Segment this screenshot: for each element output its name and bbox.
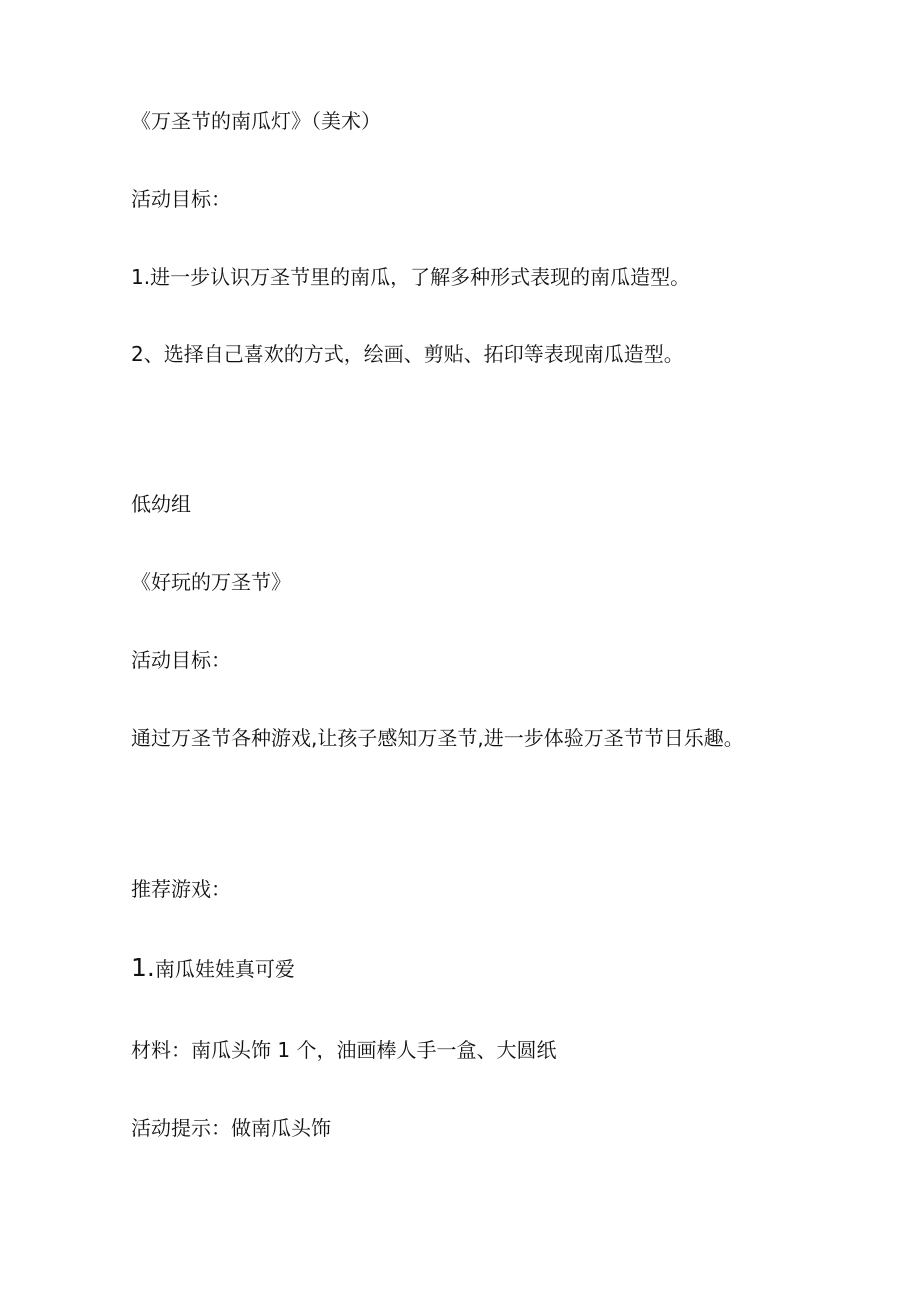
goal-item-2: 2、选择自己喜欢的方式，绘画、剪贴、拓印等表现南瓜造型。: [131, 342, 684, 366]
group-heading: 低幼组: [131, 492, 191, 516]
game-number: 1.: [131, 953, 155, 982]
activity-title-art: 《万圣节的南瓜灯》（美术）: [131, 109, 381, 133]
activity-tip-line: 活动提示：做南瓜头饰: [131, 1116, 331, 1140]
activity-goal-heading: 活动目标：: [131, 187, 231, 211]
goal-text: 通过万圣节各种游戏,让孩子感知万圣节,进一步体验万圣节节日乐趣。: [131, 726, 744, 750]
recommended-games-heading: 推荐游戏：: [131, 877, 231, 901]
materials-line: 材料：南瓜头饰 1 个，油画棒人手一盒、大圆纸: [131, 1038, 557, 1062]
game-title: 南瓜娃娃真可爱: [154, 957, 295, 981]
activity-goal-heading-2: 活动目标：: [131, 648, 231, 672]
game-item-1: [131, 954, 295, 983]
goal-item-1: 1.进一步认识万圣节里的南瓜，了解多种形式表现的南瓜造型。: [131, 265, 691, 289]
activity-title-fun: 《好玩的万圣节》: [131, 570, 291, 594]
